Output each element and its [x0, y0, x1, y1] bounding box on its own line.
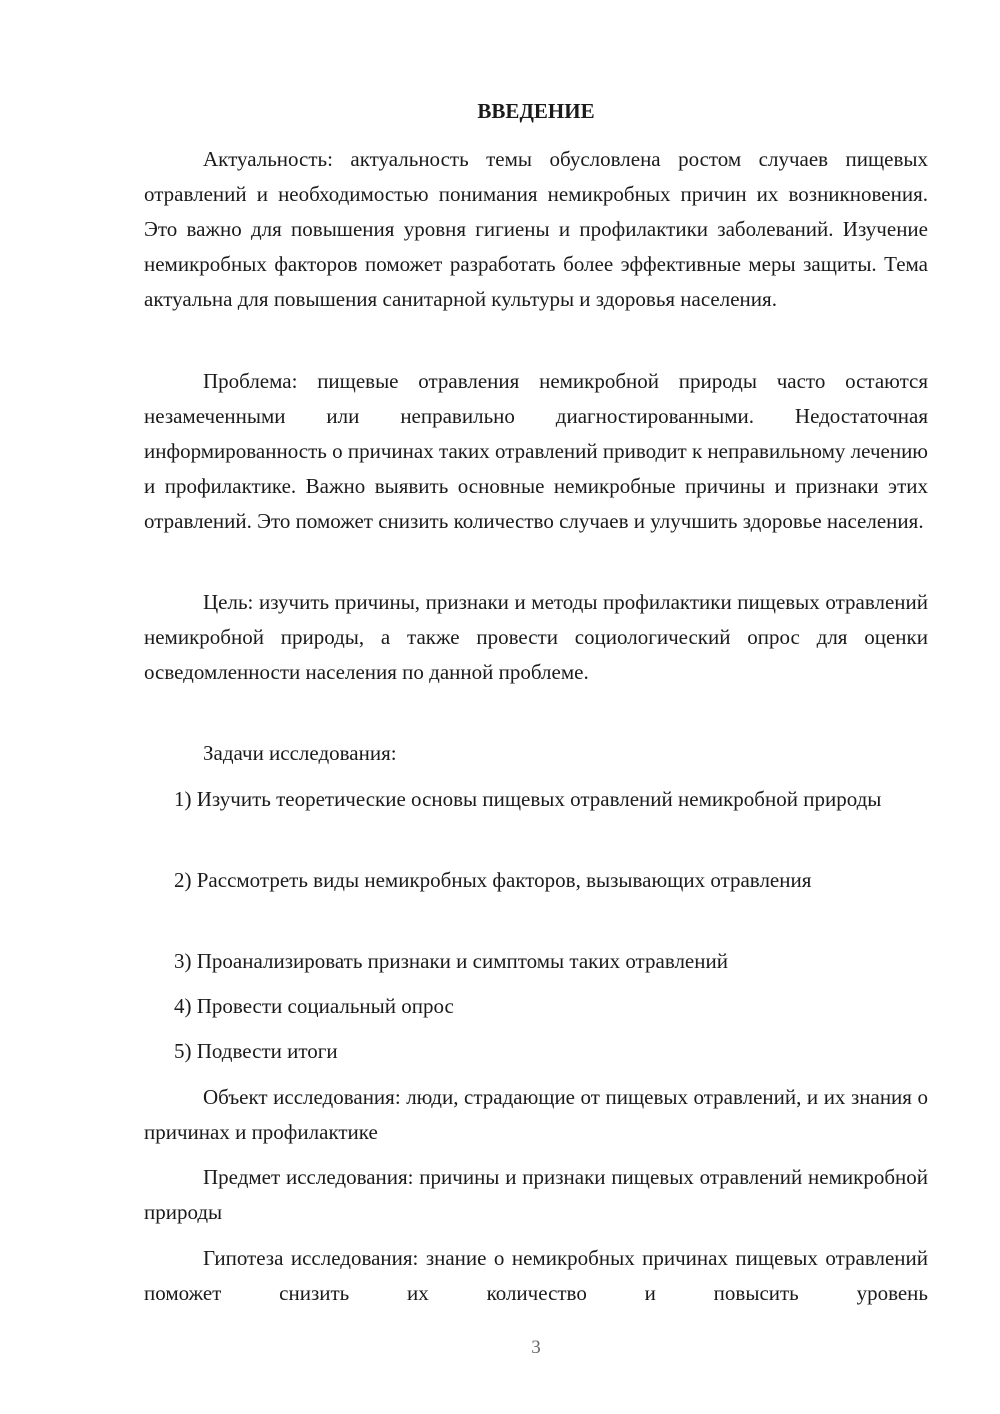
section-heading: ВВЕДЕНИЕ — [477, 99, 595, 123]
task-item-4: 4) Провести социальный опрос — [174, 994, 454, 1018]
task-item-1: 1) Изучить теоретические основы пищевых отравлений немикробной природы — [174, 787, 882, 811]
task-item-3: 3) Проанализировать признаки и симптомы таких отравлений — [174, 949, 728, 973]
task-item-2: 2) Рассмотреть виды немикробных факторов, вызывающих отравления — [174, 868, 812, 892]
paragraph-object: Объект исследования: люди, страдающие от пищевых отравлений, и их знания о причинах и профилактике — [144, 1085, 928, 1144]
paragraph-relevance: Актуальность: актуальность темы обусловлена ростом случаев пищевых отравлений и необходимостью понимания немикробных причин их возникновения. Это важно для повышения уровня гигиены и профилактики заболеваний. Изучение немикробных факторов поможет разработать более эффективные меры защиты. Тема актуальна для повышения санитарной культуры и здоровья населения. — [144, 147, 928, 311]
paragraph-hypothesis: Гипотеза исследования: знание о немикробных причинах пищевых отравлений поможет снизить их количество и повысить уровень — [144, 1246, 928, 1305]
task-item-5: 5) Подвести итоги — [174, 1039, 338, 1063]
paragraph-problem: Проблема: пищевые отравления немикробной природы часто остаются незамеченными или неправильно диагностированными. Недостаточная информированность о причинах таких отравлений приводит к неправильному лечению и профилактике. Важно выявить основные немикробные причины и признаки этих отравлений. Это поможет снизить количество случаев и улучшить здоровье населения. — [144, 369, 928, 533]
page-number: 3 — [531, 1337, 541, 1358]
paragraph-goal: Цель: изучить причины, признаки и методы профилактики пищевых отравлений немикробной природы, а также провести социологический опрос для оценки осведомленности населения по данной проблеме. — [144, 590, 928, 684]
tasks-title: Задачи исследования: — [203, 741, 397, 765]
paragraph-subject: Предмет исследования: причины и признаки пищевых отравлений немикробной природы — [144, 1165, 928, 1224]
